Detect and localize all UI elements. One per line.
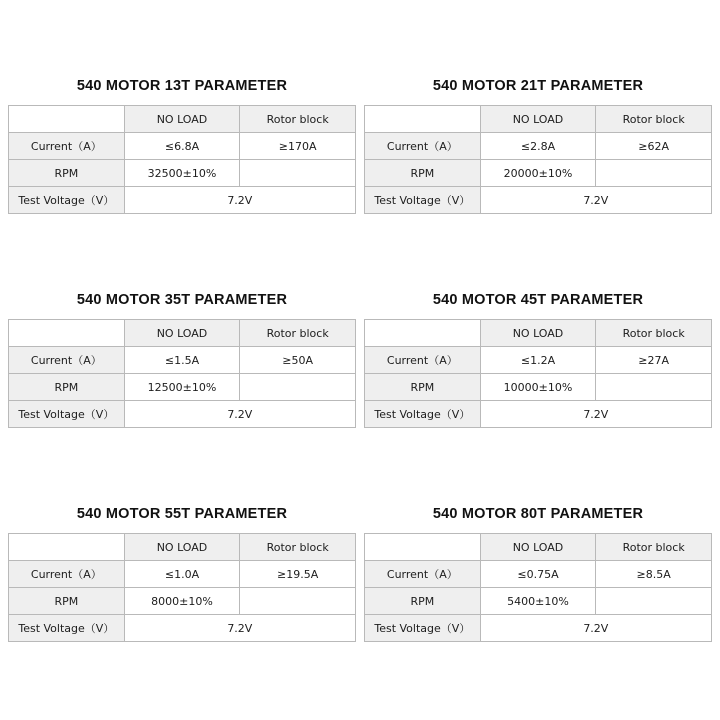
table-row-header <box>365 106 712 133</box>
row-header-rpm: RPM <box>9 160 125 187</box>
column-header-rotor-block: Rotor block <box>240 534 356 561</box>
cell-test-voltage: 7.2V <box>480 187 711 214</box>
spec-title: 540 MOTOR 21T PARAMETER <box>432 78 644 94</box>
table-row-test-voltage <box>9 187 356 214</box>
row-header-rpm: RPM <box>365 160 481 187</box>
table-corner-cell <box>365 534 481 561</box>
cell-rpm-no-load: 8000±10% <box>124 588 240 615</box>
table-row-test-voltage <box>365 401 712 428</box>
cell-test-voltage: 7.2V <box>480 401 711 428</box>
table-row-header <box>365 320 712 347</box>
column-header-no-load: NO LOAD <box>480 106 596 133</box>
cell-current-no-load: ≤1.5A <box>124 347 240 374</box>
cell-current-no-load: ≤0.75A <box>480 561 596 588</box>
table-corner-cell <box>365 106 481 133</box>
cell-current-no-load: ≤1.0A <box>124 561 240 588</box>
row-header-current: Current（A） <box>365 561 481 588</box>
row-header-test-voltage: Test Voltage（V） <box>365 401 481 428</box>
table-row-test-voltage <box>9 401 356 428</box>
spec-title: 540 MOTOR 45T PARAMETER <box>432 292 644 308</box>
table-corner-cell <box>365 320 481 347</box>
table-row-header <box>9 106 356 133</box>
cell-current-no-load: ≤6.8A <box>124 133 240 160</box>
row-header-current: Current（A） <box>9 561 125 588</box>
table-row-test-voltage <box>365 615 712 642</box>
cell-current-rotor-block: ≥170A <box>240 133 356 160</box>
cell-test-voltage: 7.2V <box>124 615 355 642</box>
cell-rpm-no-load: 12500±10% <box>124 374 240 401</box>
spec-table <box>364 533 712 642</box>
table-row-current <box>9 347 356 374</box>
cell-rpm-rotor-block <box>240 374 356 401</box>
table-row-header <box>365 534 712 561</box>
cell-current-no-load: ≤2.8A <box>480 133 596 160</box>
table-row-rpm <box>365 374 712 401</box>
cell-current-rotor-block: ≥19.5A <box>240 561 356 588</box>
column-header-rotor-block: Rotor block <box>240 106 356 133</box>
cell-rpm-no-load: 10000±10% <box>480 374 596 401</box>
spec-title: 540 MOTOR 55T PARAMETER <box>76 506 288 522</box>
spec-title: 540 MOTOR 35T PARAMETER <box>76 292 288 308</box>
cell-rpm-no-load: 5400±10% <box>480 588 596 615</box>
spec-table <box>8 533 356 642</box>
column-header-no-load: NO LOAD <box>124 106 240 133</box>
spec-block-45t <box>364 292 712 506</box>
row-header-test-voltage: Test Voltage（V） <box>9 401 125 428</box>
row-header-rpm: RPM <box>9 374 125 401</box>
cell-current-rotor-block: ≥27A <box>596 347 712 374</box>
spec-title: 540 MOTOR 80T PARAMETER <box>432 506 644 522</box>
cell-test-voltage: 7.2V <box>124 187 355 214</box>
table-row-current <box>9 561 356 588</box>
table-row-rpm <box>9 374 356 401</box>
column-header-rotor-block: Rotor block <box>596 534 712 561</box>
cell-rpm-rotor-block <box>596 160 712 187</box>
row-header-current: Current（A） <box>9 347 125 374</box>
row-header-test-voltage: Test Voltage（V） <box>9 615 125 642</box>
cell-rpm-no-load: 32500±10% <box>124 160 240 187</box>
cell-rpm-no-load: 20000±10% <box>480 160 596 187</box>
row-header-current: Current（A） <box>365 347 481 374</box>
table-row-current <box>365 561 712 588</box>
row-header-rpm: RPM <box>365 588 481 615</box>
cell-current-rotor-block: ≥50A <box>240 347 356 374</box>
spec-block-80t <box>364 506 712 720</box>
table-row-test-voltage <box>9 615 356 642</box>
spec-block-13t <box>8 78 356 292</box>
cell-current-no-load: ≤1.2A <box>480 347 596 374</box>
table-row-header <box>9 534 356 561</box>
cell-rpm-rotor-block <box>240 160 356 187</box>
table-row-test-voltage <box>365 187 712 214</box>
spec-table-grid <box>8 78 712 720</box>
spec-table <box>364 105 712 214</box>
cell-test-voltage: 7.2V <box>480 615 711 642</box>
column-header-rotor-block: Rotor block <box>596 106 712 133</box>
table-row-rpm <box>365 588 712 615</box>
row-header-rpm: RPM <box>9 588 125 615</box>
table-row-current <box>365 347 712 374</box>
table-row-current <box>365 133 712 160</box>
cell-rpm-rotor-block <box>596 374 712 401</box>
row-header-test-voltage: Test Voltage（V） <box>365 615 481 642</box>
table-row-current <box>9 133 356 160</box>
table-corner-cell <box>9 106 125 133</box>
column-header-no-load: NO LOAD <box>480 534 596 561</box>
row-header-test-voltage: Test Voltage（V） <box>9 187 125 214</box>
cell-test-voltage: 7.2V <box>124 401 355 428</box>
table-row-rpm <box>9 588 356 615</box>
table-corner-cell <box>9 320 125 347</box>
cell-rpm-rotor-block <box>596 588 712 615</box>
column-header-rotor-block: Rotor block <box>240 320 356 347</box>
cell-current-rotor-block: ≥8.5A <box>596 561 712 588</box>
spec-block-55t <box>8 506 356 720</box>
cell-rpm-rotor-block <box>240 588 356 615</box>
row-header-rpm: RPM <box>365 374 481 401</box>
spec-block-21t <box>364 78 712 292</box>
spec-table <box>364 319 712 428</box>
spec-table <box>8 319 356 428</box>
table-row-rpm <box>365 160 712 187</box>
spec-table <box>8 105 356 214</box>
table-row-rpm <box>9 160 356 187</box>
row-header-test-voltage: Test Voltage（V） <box>365 187 481 214</box>
spec-title: 540 MOTOR 13T PARAMETER <box>76 78 288 94</box>
row-header-current: Current（A） <box>365 133 481 160</box>
column-header-no-load: NO LOAD <box>124 320 240 347</box>
table-row-header <box>9 320 356 347</box>
column-header-rotor-block: Rotor block <box>596 320 712 347</box>
column-header-no-load: NO LOAD <box>124 534 240 561</box>
column-header-no-load: NO LOAD <box>480 320 596 347</box>
row-header-current: Current（A） <box>9 133 125 160</box>
table-corner-cell <box>9 534 125 561</box>
spec-block-35t <box>8 292 356 506</box>
cell-current-rotor-block: ≥62A <box>596 133 712 160</box>
